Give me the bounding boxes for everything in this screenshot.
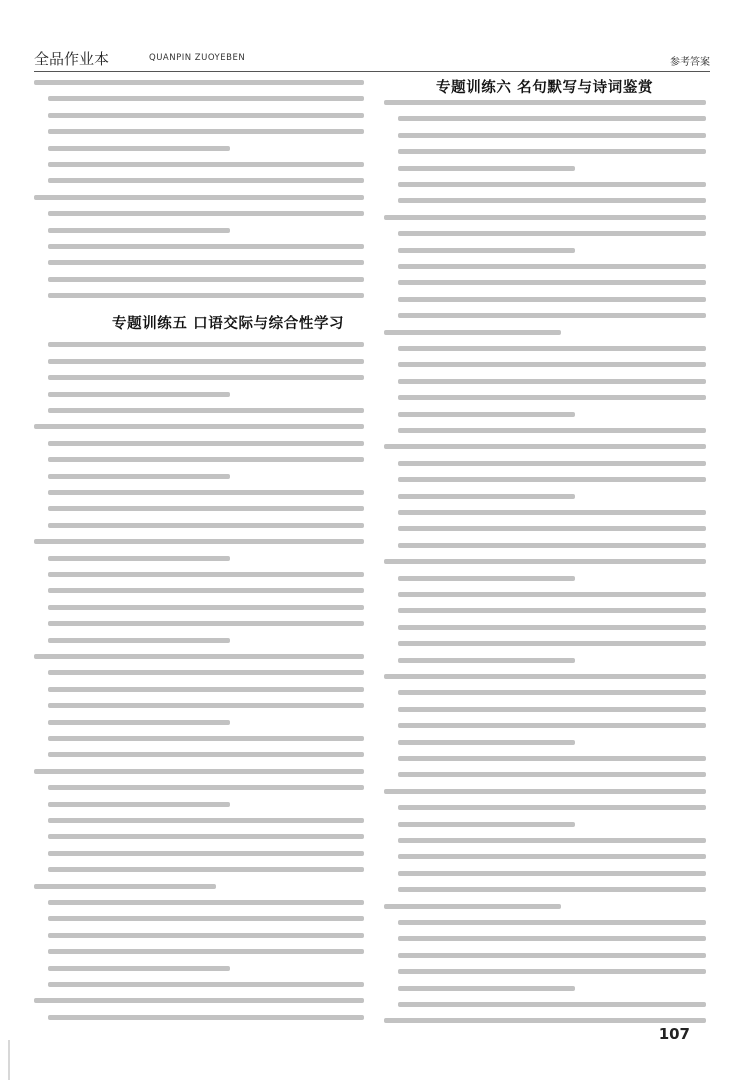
answer-text-line bbox=[48, 129, 364, 134]
answer-text-line bbox=[34, 884, 216, 889]
right-column bbox=[384, 74, 714, 1034]
answer-text-line bbox=[398, 576, 575, 581]
answer-text-line bbox=[48, 293, 364, 298]
answer-text-line bbox=[48, 506, 364, 511]
brand-subtitle: QUANPIN ZUOYEBEN bbox=[149, 53, 246, 63]
answer-text-line bbox=[48, 457, 364, 462]
answer-text-line bbox=[398, 297, 706, 302]
answer-text-line bbox=[384, 1018, 706, 1023]
answer-text-line bbox=[384, 330, 561, 335]
answer-text-line bbox=[398, 198, 706, 203]
answer-text-line bbox=[48, 949, 364, 954]
answer-text-line bbox=[398, 428, 706, 433]
answer-text-line bbox=[48, 916, 364, 921]
answer-text-line bbox=[48, 605, 364, 610]
answer-text-line bbox=[48, 670, 364, 675]
answer-text-line bbox=[34, 80, 364, 85]
answer-text-line bbox=[48, 966, 230, 971]
answer-text-line bbox=[48, 818, 364, 823]
answer-text-line bbox=[398, 838, 706, 843]
answer-text-line bbox=[398, 379, 706, 384]
answer-text-line bbox=[48, 572, 364, 577]
answer-text-line bbox=[398, 969, 706, 974]
answer-text-line bbox=[48, 687, 364, 692]
answer-text-line bbox=[384, 674, 706, 679]
answer-text-line bbox=[398, 986, 575, 991]
answer-text-line bbox=[398, 231, 706, 236]
answer-text-line bbox=[398, 625, 706, 630]
answer-text-line bbox=[398, 871, 706, 876]
answer-text-line bbox=[384, 789, 706, 794]
answer-text-line bbox=[398, 116, 706, 121]
answer-text-line bbox=[48, 638, 230, 643]
answer-text-line bbox=[384, 559, 706, 564]
page-header bbox=[34, 50, 710, 68]
answer-text-line bbox=[48, 785, 364, 790]
answer-text-line bbox=[398, 395, 706, 400]
section-title-6: 专题训练六 名句默写与诗词鉴赏 bbox=[436, 80, 654, 96]
answer-text-line bbox=[384, 215, 706, 220]
left-column bbox=[34, 74, 376, 1034]
answer-text-line bbox=[34, 998, 364, 1003]
answer-text-line bbox=[48, 408, 364, 413]
answer-text-line bbox=[398, 936, 706, 941]
answer-text-line bbox=[34, 424, 364, 429]
answer-text-line bbox=[398, 510, 706, 515]
answer-text-line bbox=[48, 260, 364, 265]
answer-text-line bbox=[398, 805, 706, 810]
answer-text-line bbox=[398, 756, 706, 761]
answer-text-line bbox=[398, 133, 706, 138]
answer-text-line bbox=[398, 362, 706, 367]
answer-text-line bbox=[48, 244, 364, 249]
answer-text-line bbox=[398, 887, 706, 892]
running-title: 参考答案 bbox=[670, 57, 710, 68]
page-number: 107 bbox=[658, 1025, 690, 1043]
answer-text-line bbox=[384, 904, 561, 909]
answer-text-line bbox=[48, 162, 364, 167]
answer-text-line bbox=[398, 772, 706, 777]
answer-text-line bbox=[48, 474, 230, 479]
answer-text-line bbox=[48, 441, 364, 446]
answer-text-line bbox=[48, 1015, 364, 1020]
answer-text-line bbox=[398, 494, 575, 499]
answer-text-line bbox=[398, 461, 706, 466]
answer-text-line bbox=[48, 867, 364, 872]
answer-text-line bbox=[48, 851, 364, 856]
answer-text-line bbox=[48, 621, 364, 626]
answer-text-line bbox=[398, 822, 575, 827]
header-divider bbox=[34, 71, 710, 72]
answer-text-line bbox=[384, 444, 706, 449]
answer-text-line bbox=[398, 854, 706, 859]
answer-text-line bbox=[48, 375, 364, 380]
answer-text-line bbox=[48, 900, 364, 905]
answer-text-line bbox=[48, 211, 364, 216]
answer-text-line bbox=[398, 641, 706, 646]
answer-text-line bbox=[398, 658, 575, 663]
answer-text-line bbox=[48, 113, 364, 118]
answer-text-line bbox=[398, 280, 706, 285]
answer-text-line bbox=[34, 195, 364, 200]
answer-text-line bbox=[398, 412, 575, 417]
answer-text-line bbox=[48, 933, 364, 938]
answer-text-line bbox=[34, 539, 364, 544]
answer-text-line bbox=[398, 477, 706, 482]
page-corner-mark bbox=[8, 1040, 28, 1080]
answer-text-line bbox=[398, 264, 706, 269]
brand-title: 全品作业本 bbox=[34, 50, 110, 68]
answer-text-line bbox=[48, 802, 230, 807]
answer-text-line bbox=[48, 736, 364, 741]
answer-text-line bbox=[48, 556, 230, 561]
answer-text-line bbox=[398, 149, 706, 154]
answer-text-line bbox=[398, 1002, 706, 1007]
answer-text-line bbox=[48, 982, 364, 987]
answer-text-line bbox=[34, 654, 364, 659]
answer-text-line bbox=[48, 146, 230, 151]
answer-text-line bbox=[398, 313, 706, 318]
answer-text-line bbox=[48, 588, 364, 593]
answer-text-line bbox=[48, 392, 230, 397]
answer-text-line bbox=[48, 720, 230, 725]
answer-text-line bbox=[398, 608, 706, 613]
answer-text-line bbox=[398, 248, 575, 253]
answer-text-line bbox=[398, 346, 706, 351]
answer-text-line bbox=[398, 166, 575, 171]
answer-text-line bbox=[398, 182, 706, 187]
answer-text-line bbox=[34, 769, 364, 774]
section-title-5: 专题训练五 口语交际与综合性学习 bbox=[112, 316, 345, 332]
answer-text-line bbox=[48, 359, 364, 364]
answer-text-line bbox=[398, 953, 706, 958]
answer-text-line bbox=[48, 228, 230, 233]
answer-text-line bbox=[48, 96, 364, 101]
answer-text-line bbox=[398, 707, 706, 712]
answer-text-line bbox=[48, 178, 364, 183]
answer-text-line bbox=[48, 752, 364, 757]
answer-text-line bbox=[48, 523, 364, 528]
answer-text-line bbox=[398, 543, 706, 548]
answer-text-line bbox=[398, 723, 706, 728]
answer-text-line bbox=[48, 834, 364, 839]
answer-text-line bbox=[398, 592, 706, 597]
answer-text-line bbox=[398, 740, 575, 745]
answer-text-line bbox=[398, 526, 706, 531]
answer-text-line bbox=[48, 703, 364, 708]
answer-text-line bbox=[398, 690, 706, 695]
answer-text-line bbox=[398, 920, 706, 925]
answer-text-line bbox=[384, 100, 706, 105]
answer-text-line bbox=[48, 490, 364, 495]
answer-text-line bbox=[48, 277, 364, 282]
answer-text-line bbox=[48, 342, 364, 347]
